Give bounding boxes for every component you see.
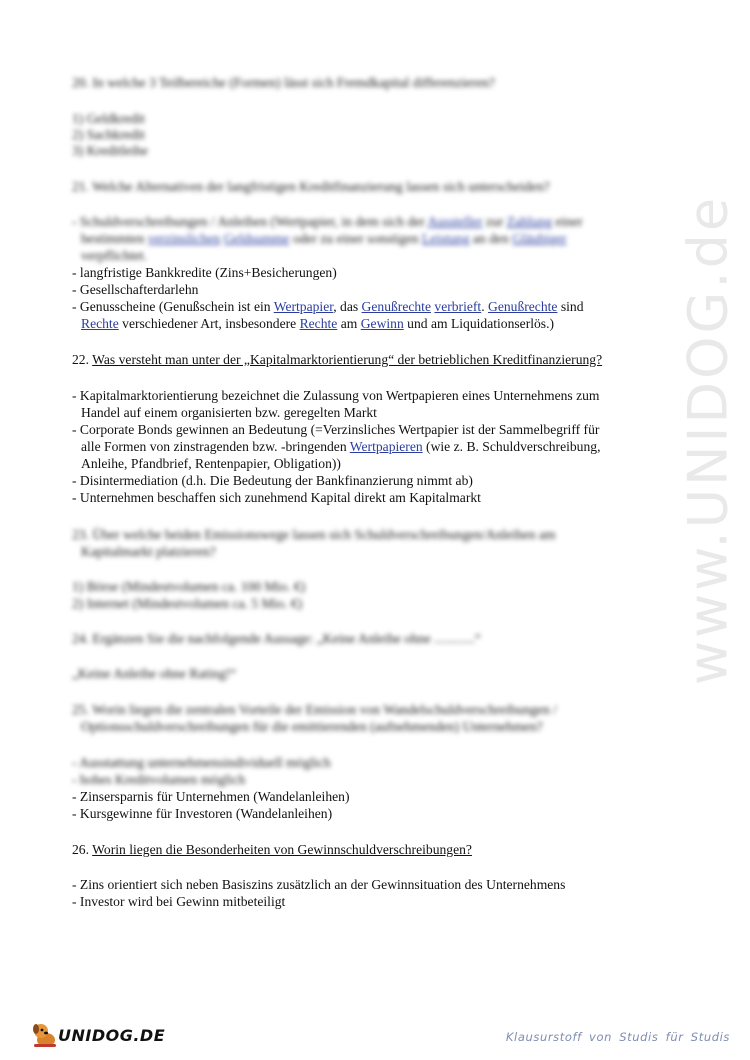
link-genussrechte-2[interactable]: Genußrechte (488, 299, 558, 314)
unidog-logo[interactable] (30, 1020, 170, 1050)
question-22: 22. Was versteht man unter der „Kapitalmarktorientierung“ der betrieblichen Kreditfinanzierung? (72, 352, 603, 367)
question-20: 20. In welche 3 Teilbereiche (Formen) lässt sich Fremdkapital differenzieren? (72, 75, 495, 90)
footer-tagline: Klausurstoff von Studis für Studis (505, 1030, 730, 1044)
question-23-line2: Kapitalmarkt platzieren? (81, 544, 216, 559)
link-verbrieft[interactable]: verbrieft (434, 299, 482, 314)
question-26: 26. Worin liegen die Besonderheiten von Gewinnschuldverschreibungen? (72, 842, 472, 857)
question-25-line1: 25. Worin liegen die zentralen Vorteile der Emission von Wandelschuldverschreibungen / (72, 702, 557, 717)
answer-26-2: - Investor wird bei Gewinn mitbeteiligt (72, 894, 286, 909)
answer-22-1-line2: Handel auf einem organisierten bzw. geregelten Markt (81, 405, 377, 420)
answer-21-2: - langfristige Bankkredite (Zins+Besicherungen) (72, 265, 337, 280)
question-23-line1: 23. Über welche beiden Emissionswege lassen sich Schuldverschreibungen/Anleihen am (72, 527, 556, 542)
answer-20-1: 1) Geldkredit (72, 111, 145, 126)
link-aussteller[interactable]: Aussteller (427, 214, 483, 229)
link-rechte-2[interactable]: Rechte (299, 316, 338, 331)
answer-26-1: - Zins orientiert sich neben Basiszins zusätzlich an der Gewinnsituation des Unternehmens (72, 877, 566, 892)
answer-21-1-line1: - Schuldverschreibungen / Anleihen (Wertpapier, in dem sich der Aussteller zur Zahlung einer (72, 214, 583, 229)
answer-22-1-line1: - Kapitalmarktorientierung bezeichnet die Zulassung von Wertpapieren eines Unternehmens zum (72, 388, 600, 403)
link-glaeubiger[interactable]: Gläubiger (512, 231, 567, 246)
question-24: 24. Ergänzen Sie die nachfolgende Aussage: „Keine Anleihe ohne ............“ (72, 631, 481, 646)
answer-21-1-line2: bestimmten verzinslichen Geldsumme oder zu einer sonstigen Leistung an den Gläubiger (81, 231, 567, 246)
logo-text: UNIDOG.DE (58, 1026, 166, 1045)
link-zahlung[interactable]: Zahlung (506, 214, 553, 229)
answer-22-2-line2: alle Formen von zinstragenden bzw. -bringenden Wertpapieren (wie z. B. Schuldverschreibung, (81, 439, 601, 454)
link-genussrechte[interactable]: Genußrechte (361, 299, 431, 314)
answer-23-2: 2) Internet (Mindestvolumen ca. 5 Mio. €) (72, 596, 303, 611)
answer-22-4: - Unternehmen beschaffen sich zunehmend Kapital direkt am Kapitalmarkt (72, 490, 481, 505)
link-leistung[interactable]: Leistung (421, 231, 470, 246)
answer-25-1: - Ausstattung unternehmensindividuell möglich (72, 755, 331, 770)
answer-23-1: 1) Börse (Mindestvolumen ca. 100 Mio. €) (72, 579, 306, 594)
dog-mascot-icon (30, 1020, 60, 1050)
answer-20-2: 2) Sachkredit (72, 127, 145, 142)
answer-24: „Keine Anleihe ohne Rating!“ (72, 666, 237, 681)
answer-25-4: - Kursgewinne für Investoren (Wandelanleihen) (72, 806, 333, 821)
question-25-line2: Optionsschuldverschreibungen für die emittierenden (aufnehmenden) Unternehmen? (81, 719, 543, 734)
link-wertpapieren[interactable]: Wertpapieren (349, 439, 423, 454)
answer-22-2-line1: - Corporate Bonds gewinnen an Bedeutung (=Verzinsliches Wertpapier ist der Sammelbegriff für (72, 422, 600, 437)
answer-25-2: - hohes Kreditvolumen möglich (72, 772, 246, 787)
answer-21-4-line1: - Genusscheine (Genußschein ist ein Wertpapier, das Genußrechte verbrieft. Genußrechte sind (72, 299, 584, 314)
answer-22-3: - Disintermediation (d.h. Die Bedeutung der Bankfinanzierung nimmt ab) (72, 473, 473, 488)
answer-20-3: 3) Kreditleihe (72, 143, 148, 158)
link-verzinslichen[interactable]: verzinslichen (147, 231, 221, 246)
answer-21-1-line3: verpflichtet. (81, 248, 148, 263)
question-21: 21. Welche Alternativen der langfristigen Kreditfinanzierung lassen sich unterscheiden? (72, 179, 550, 194)
answer-21-3: - Gesellschafterdarlehn (72, 282, 199, 297)
link-wertpapier[interactable]: Wertpapier (273, 299, 334, 314)
watermark: www.UNIDOG.de (676, 194, 740, 686)
answer-21-4-line2: Rechte verschiedener Art, insbesondere Rechte am Gewinn und am Liquidationserlös.) (81, 316, 555, 331)
link-rechte[interactable]: Rechte (81, 316, 119, 331)
link-geldsumme[interactable]: Geldsumme (223, 231, 290, 246)
link-gewinn[interactable]: Gewinn (360, 316, 404, 331)
answer-25-3: - Zinsersparnis für Unternehmen (Wandelanleihen) (72, 789, 350, 804)
answer-22-2-line3: Anleihe, Pfandbrief, Rentenpapier, Obligation)) (81, 456, 341, 471)
